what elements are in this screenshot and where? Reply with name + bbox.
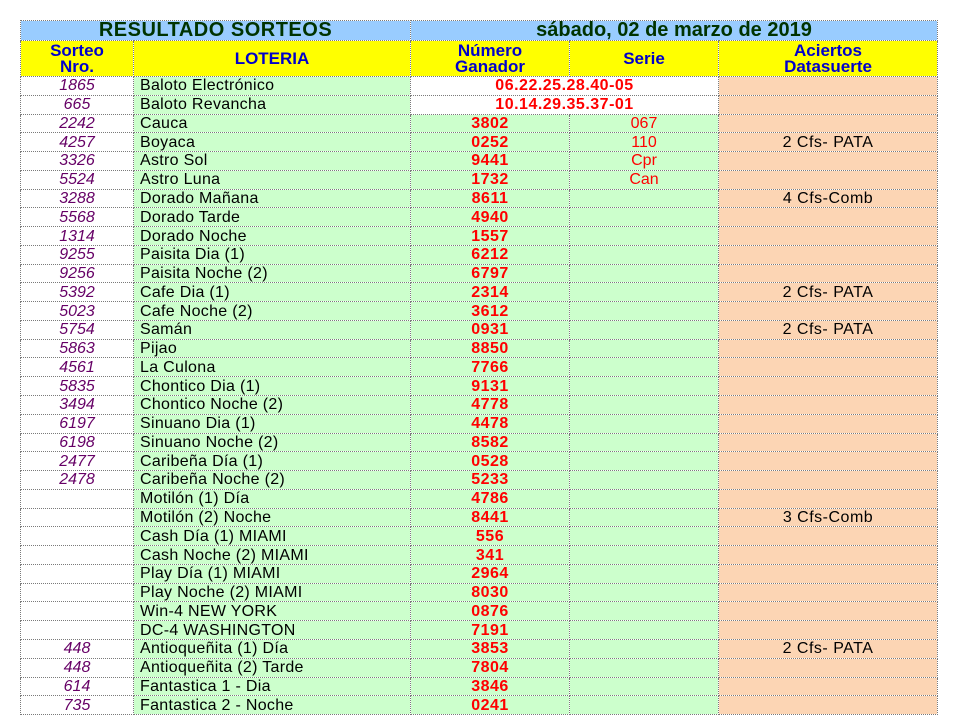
sorteo-cell: 614: [21, 677, 134, 696]
sorteo-cell: [21, 527, 134, 546]
numero-cell: 10.14.29.35.37-01: [411, 95, 719, 114]
loteria-cell: Boyaca: [134, 133, 411, 152]
aciertos-cell: 4 Cfs-Comb: [719, 189, 938, 208]
serie-cell: [570, 621, 719, 640]
loteria-cell: Paisita Noche (2): [134, 264, 411, 283]
loteria-cell: Play Día (1) MIAMI: [134, 564, 411, 583]
loteria-cell: Fantastica 2 - Noche: [134, 696, 411, 715]
sorteo-cell: 5392: [21, 283, 134, 302]
table-row: [21, 95, 938, 114]
aciertos-cell: [719, 95, 938, 114]
numero-cell: 4478: [411, 414, 570, 433]
serie-cell: [570, 452, 719, 471]
sorteo-cell: 6198: [21, 433, 134, 452]
sorteo-cell: 2477: [21, 452, 134, 471]
numero-cell: 3846: [411, 677, 570, 696]
table-row: [21, 508, 938, 527]
serie-cell: [570, 283, 719, 302]
header-loteria: LOTERIA: [134, 41, 411, 77]
numero-cell: 0876: [411, 602, 570, 621]
sorteo-cell: [21, 508, 134, 527]
aciertos-cell: [719, 621, 938, 640]
aciertos-cell: [719, 489, 938, 508]
sorteo-cell: 4561: [21, 358, 134, 377]
report-date: sábado, 02 de marzo de 2019: [411, 21, 938, 41]
serie-cell: [570, 414, 719, 433]
loteria-cell: Win-4 NEW YORK: [134, 602, 411, 621]
results-table: [20, 20, 938, 715]
table-row: [21, 227, 938, 246]
loteria-cell: Dorado Mañana: [134, 189, 411, 208]
loteria-cell: Astro Luna: [134, 170, 411, 189]
loteria-cell: Antioqueñita (2) Tarde: [134, 658, 411, 677]
table-row: [21, 471, 938, 490]
sorteo-cell: [21, 564, 134, 583]
sorteo-cell: 3326: [21, 152, 134, 171]
sorteo-cell: 735: [21, 696, 134, 715]
numero-cell: 4786: [411, 489, 570, 508]
table-row: [21, 208, 938, 227]
table-row: [21, 621, 938, 640]
numero-cell: 0252: [411, 133, 570, 152]
aciertos-cell: [719, 658, 938, 677]
loteria-cell: Sinuano Dia (1): [134, 414, 411, 433]
sorteo-cell: 4257: [21, 133, 134, 152]
numero-cell: 1557: [411, 227, 570, 246]
table-row: [21, 658, 938, 677]
aciertos-cell: 3 Cfs-Comb: [719, 508, 938, 527]
serie-cell: [570, 508, 719, 527]
serie-cell: [570, 302, 719, 321]
loteria-cell: Cafe Dia (1): [134, 283, 411, 302]
loteria-cell: Baloto Electrónico: [134, 77, 411, 96]
serie-cell: [570, 396, 719, 415]
serie-cell: 110: [570, 133, 719, 152]
serie-cell: [570, 564, 719, 583]
sorteo-cell: 5835: [21, 377, 134, 396]
table-row: [21, 396, 938, 415]
sorteo-cell: [21, 546, 134, 565]
aciertos-cell: [719, 302, 938, 321]
loteria-cell: Paisita Dia (1): [134, 245, 411, 264]
loteria-cell: Fantastica 1 - Dia: [134, 677, 411, 696]
table-row: [21, 339, 938, 358]
sorteo-cell: 9256: [21, 264, 134, 283]
serie-cell: [570, 639, 719, 658]
loteria-cell: La Culona: [134, 358, 411, 377]
numero-cell: 06.22.25.28.40-05: [411, 77, 719, 96]
sorteo-cell: [21, 583, 134, 602]
sorteo-cell: [21, 602, 134, 621]
serie-cell: Cpr: [570, 152, 719, 171]
aciertos-cell: [719, 377, 938, 396]
aciertos-cell: [719, 452, 938, 471]
serie-cell: [570, 658, 719, 677]
numero-cell: 8582: [411, 433, 570, 452]
aciertos-cell: [719, 583, 938, 602]
numero-cell: 4778: [411, 396, 570, 415]
aciertos-cell: [719, 414, 938, 433]
table-row: [21, 152, 938, 171]
loteria-cell: Cauca: [134, 114, 411, 133]
numero-cell: 0931: [411, 320, 570, 339]
aciertos-cell: [719, 358, 938, 377]
sorteo-cell: 3494: [21, 396, 134, 415]
table-row: [21, 583, 938, 602]
loteria-cell: Cafe Noche (2): [134, 302, 411, 321]
serie-cell: [570, 433, 719, 452]
sorteo-cell: 5754: [21, 320, 134, 339]
sorteo-cell: 665: [21, 95, 134, 114]
serie-cell: [570, 320, 719, 339]
loteria-cell: Play Noche (2) MIAMI: [134, 583, 411, 602]
table-row: [21, 77, 938, 96]
sorteo-cell: 5023: [21, 302, 134, 321]
header-sorteo: Sorteo Nro.: [21, 41, 134, 77]
header-aciertos: Aciertos Datasuerte: [719, 41, 938, 77]
table-row: [21, 358, 938, 377]
numero-cell: 9131: [411, 377, 570, 396]
aciertos-cell: 2 Cfs- PATA: [719, 133, 938, 152]
sorteo-cell: 3288: [21, 189, 134, 208]
table-row: [21, 639, 938, 658]
numero-cell: 3853: [411, 639, 570, 658]
loteria-cell: Antioqueñita (1) Día: [134, 639, 411, 658]
aciertos-cell: [719, 152, 938, 171]
numero-cell: 4940: [411, 208, 570, 227]
numero-cell: 556: [411, 527, 570, 546]
loteria-cell: Baloto Revancha: [134, 95, 411, 114]
numero-cell: 0528: [411, 452, 570, 471]
table-row: [21, 264, 938, 283]
serie-cell: [570, 546, 719, 565]
numero-cell: 8611: [411, 189, 570, 208]
loteria-cell: Chontico Dia (1): [134, 377, 411, 396]
serie-cell: [570, 583, 719, 602]
numero-cell: 0241: [411, 696, 570, 715]
loteria-cell: Motilón (2) Noche: [134, 508, 411, 527]
loteria-cell: Chontico Noche (2): [134, 396, 411, 415]
header-serie: Serie: [570, 41, 719, 77]
table-row: [21, 114, 938, 133]
table-row: [21, 414, 938, 433]
sorteo-cell: 5863: [21, 339, 134, 358]
numero-cell: 3612: [411, 302, 570, 321]
numero-cell: 8441: [411, 508, 570, 527]
loteria-cell: Sinuano Noche (2): [134, 433, 411, 452]
table-row: [21, 546, 938, 565]
aciertos-cell: [719, 245, 938, 264]
loteria-cell: Dorado Tarde: [134, 208, 411, 227]
table-row: [21, 696, 938, 715]
serie-cell: [570, 227, 719, 246]
aciertos-cell: [719, 696, 938, 715]
table-row: [21, 133, 938, 152]
serie-cell: [570, 527, 719, 546]
aciertos-cell: [719, 170, 938, 189]
title-row: [21, 21, 938, 41]
serie-cell: [570, 264, 719, 283]
aciertos-cell: 2 Cfs- PATA: [719, 320, 938, 339]
sorteo-cell: 1314: [21, 227, 134, 246]
sorteo-cell: 448: [21, 639, 134, 658]
aciertos-cell: 2 Cfs- PATA: [719, 639, 938, 658]
loteria-cell: Dorado Noche: [134, 227, 411, 246]
table-row: [21, 170, 938, 189]
numero-cell: 8030: [411, 583, 570, 602]
aciertos-cell: [719, 339, 938, 358]
loteria-cell: Cash Día (1) MIAMI: [134, 527, 411, 546]
serie-cell: [570, 245, 719, 264]
sorteo-cell: 9255: [21, 245, 134, 264]
table-row: [21, 677, 938, 696]
sorteo-cell: 2242: [21, 114, 134, 133]
serie-cell: [570, 471, 719, 490]
loteria-cell: Samán: [134, 320, 411, 339]
serie-cell: [570, 696, 719, 715]
table-row: [21, 452, 938, 471]
sorteo-cell: 5568: [21, 208, 134, 227]
sorteo-cell: [21, 489, 134, 508]
serie-cell: [570, 208, 719, 227]
numero-cell: 8850: [411, 339, 570, 358]
sorteo-cell: 6197: [21, 414, 134, 433]
table-row: [21, 564, 938, 583]
aciertos-cell: [719, 433, 938, 452]
serie-cell: Can: [570, 170, 719, 189]
aciertos-cell: [719, 114, 938, 133]
header-numero: Número Ganador: [411, 41, 570, 77]
loteria-cell: Caribeña Noche (2): [134, 471, 411, 490]
numero-cell: 3802: [411, 114, 570, 133]
numero-cell: 6212: [411, 245, 570, 264]
table-row: [21, 377, 938, 396]
serie-cell: [570, 602, 719, 621]
table-row: [21, 527, 938, 546]
sorteo-cell: [21, 621, 134, 640]
numero-cell: 341: [411, 546, 570, 565]
numero-cell: 7191: [411, 621, 570, 640]
serie-cell: [570, 377, 719, 396]
loteria-cell: DC-4 WASHINGTON: [134, 621, 411, 640]
aciertos-cell: [719, 396, 938, 415]
table-row: [21, 489, 938, 508]
table-row: [21, 283, 938, 302]
aciertos-cell: [719, 264, 938, 283]
serie-cell: [570, 489, 719, 508]
numero-cell: 1732: [411, 170, 570, 189]
numero-cell: 6797: [411, 264, 570, 283]
table-row: [21, 602, 938, 621]
numero-cell: 2314: [411, 283, 570, 302]
numero-cell: 7766: [411, 358, 570, 377]
serie-cell: 067: [570, 114, 719, 133]
aciertos-cell: [719, 546, 938, 565]
serie-cell: [570, 189, 719, 208]
serie-cell: [570, 358, 719, 377]
aciertos-cell: [719, 602, 938, 621]
table-row: [21, 320, 938, 339]
aciertos-cell: [719, 77, 938, 96]
sorteo-cell: 5524: [21, 170, 134, 189]
table-row: [21, 302, 938, 321]
loteria-cell: Cash Noche (2) MIAMI: [134, 546, 411, 565]
table-row: [21, 245, 938, 264]
header-row: [21, 41, 938, 77]
loteria-cell: Astro Sol: [134, 152, 411, 171]
aciertos-cell: [719, 208, 938, 227]
aciertos-cell: [719, 564, 938, 583]
aciertos-cell: [719, 677, 938, 696]
table-row: [21, 189, 938, 208]
aciertos-cell: [719, 527, 938, 546]
loteria-cell: Caribeña Día (1): [134, 452, 411, 471]
sorteo-cell: 448: [21, 658, 134, 677]
loteria-cell: Pijao: [134, 339, 411, 358]
aciertos-cell: [719, 471, 938, 490]
serie-cell: [570, 677, 719, 696]
numero-cell: 7804: [411, 658, 570, 677]
aciertos-cell: [719, 227, 938, 246]
sorteo-cell: 2478: [21, 471, 134, 490]
serie-cell: [570, 339, 719, 358]
numero-cell: 2964: [411, 564, 570, 583]
sorteo-cell: 1865: [21, 77, 134, 96]
numero-cell: 9441: [411, 152, 570, 171]
loteria-cell: Motilón (1) Día: [134, 489, 411, 508]
table-row: [21, 433, 938, 452]
aciertos-cell: 2 Cfs- PATA: [719, 283, 938, 302]
report-title: RESULTADO SORTEOS: [21, 21, 411, 41]
numero-cell: 5233: [411, 471, 570, 490]
